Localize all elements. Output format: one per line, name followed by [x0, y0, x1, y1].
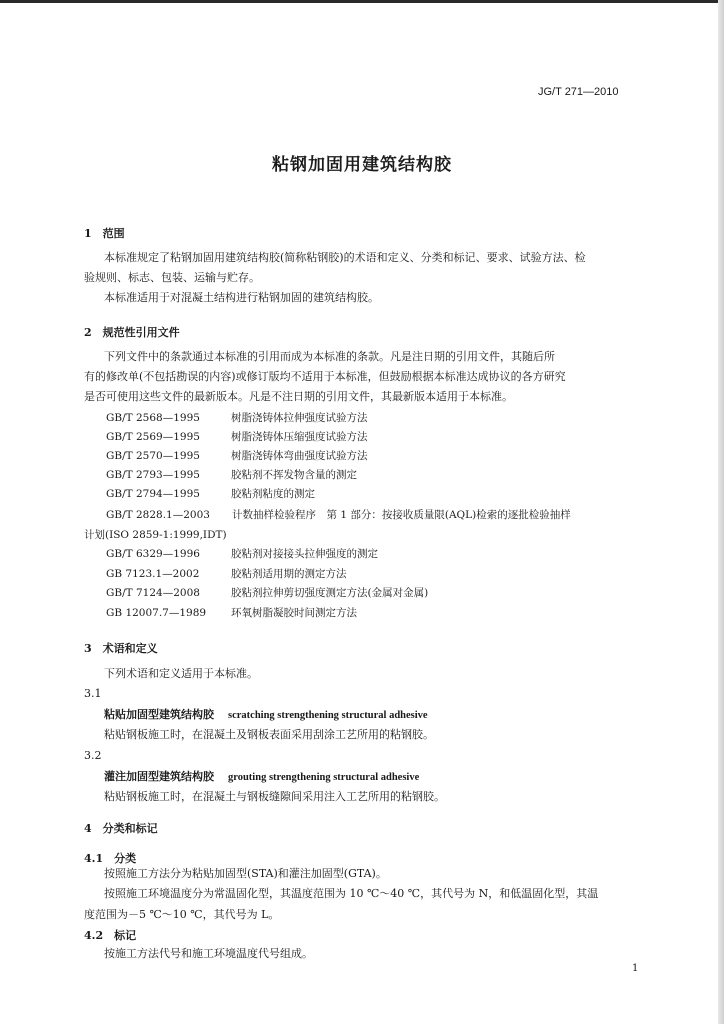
reference-code: GB/T 6329—1996	[106, 548, 200, 560]
section-3-intro: 下列术语和定义适用于本标准。	[104, 667, 258, 680]
section-1-para-2: 本标准适用于对混凝土结构进行粘钢加固的建筑结构胶。	[104, 291, 379, 304]
reference-item	[106, 585, 428, 600]
term-definition: 粘贴钢板施工时，在混凝土及钢板表面采用刮涂工艺所用的粘钢胶。	[104, 728, 434, 741]
reference-title: 树脂浇铸体拉伸强度试验方法	[231, 412, 368, 424]
reference-item	[106, 546, 378, 561]
page-number: 1	[632, 963, 639, 974]
term-english-name: grouting strengthening structural adhesive	[228, 772, 420, 783]
section-2-intro-a: 下列文件中的条款通过本标准的引用而成为本标准的条款。凡是注日期的引用文件，其随后所	[104, 350, 555, 363]
term-number: 3.2	[84, 749, 102, 762]
reference-code: GB/T 2568—1995	[106, 412, 200, 424]
subsection-4-2-para-1: 按施工方法代号和施工环境温度代号组成。	[104, 947, 313, 960]
term-chinese-name: 粘贴加固型建筑结构胶	[104, 708, 214, 721]
reference-code: GB/T 2828.1—2003	[106, 509, 210, 521]
reference-code: GB/T 7124—2008	[106, 587, 200, 599]
document-title: 粘钢加固用建筑结构胶	[272, 155, 452, 175]
reference-title: 胶粘剂对接接头拉伸强度的测定	[231, 548, 378, 560]
subsection-4-2-heading: 4.2 标记	[84, 929, 137, 942]
reference-code: GB/T 2570—1995	[106, 450, 200, 462]
reference-item	[106, 605, 357, 620]
scan-edge-top	[0, 0, 724, 3]
reference-title: 胶粘剂适用期的测定方法	[231, 568, 347, 580]
subsection-4-1-heading: 4.1 分类	[84, 852, 137, 865]
section-2-intro-c: 是否可使用这些文件的最新版本。凡是不注日期的引用文件，其最新版本适用于本标准。	[84, 390, 513, 403]
reference-title: 胶粘剂不挥发物含量的测定	[231, 469, 357, 481]
term-heading	[104, 767, 419, 787]
reference-item	[106, 429, 368, 444]
standard-code: JG/T 271—2010	[538, 86, 619, 98]
reference-code: GB/T 2793—1995	[106, 469, 200, 481]
term-heading	[104, 705, 428, 725]
term-definition: 粘贴钢板施工时，在混凝土与钢板缝隙间采用注入工艺所用的粘钢胶。	[104, 790, 445, 803]
section-1-heading: 1 范围	[84, 227, 125, 240]
reference-code: GB/T 2569—1995	[106, 431, 200, 443]
reference-title: 环氧树脂凝胶时间测定方法	[231, 607, 357, 619]
reference-title: 树脂浇铸体弯曲强度试验方法	[231, 450, 368, 462]
subsection-4-1-para-2b: 度范围为－5 ℃～10 ℃，其代号为 L。	[84, 908, 280, 921]
section-1-para-1a: 本标准规定了粘钢加固用建筑结构胶(简称粘钢胶)的术语和定义、分类和标记、要求、试验方法、检	[104, 251, 586, 264]
reference-item	[106, 448, 368, 463]
reference-item	[106, 566, 347, 581]
reference-item	[106, 486, 315, 501]
section-4-heading: 4 分类和标记	[84, 822, 158, 835]
reference-code: GB 7123.1—2002	[106, 568, 200, 580]
reference-code: GB 12007.7—1989	[106, 607, 207, 619]
reference-item	[106, 467, 357, 482]
reference-title: 计数抽样检验程序 第 1 部分：按接收质量限(AQL)检索的逐批检验抽样	[232, 509, 571, 521]
reference-code: GB/T 2794—1995	[106, 488, 200, 500]
reference-title: 树脂浇铸体压缩强度试验方法	[231, 431, 368, 443]
term-number: 3.1	[84, 687, 102, 700]
term-english-name: scratching strengthening structural adhesive	[228, 710, 428, 721]
reference-title: 胶粘剂粘度的测定	[231, 488, 315, 500]
reference-continuation: 计划(ISO 2859-1:1999,IDT)	[84, 529, 227, 541]
section-3-heading: 3 术语和定义	[84, 642, 158, 655]
section-2-intro-b: 有的修改单(不包括勘误的内容)或修订版均不适用于本标准，但鼓励根据本标准达成协议的各方研究	[84, 370, 566, 383]
subsection-4-1-para-1: 按照施工方法分为粘贴加固型(STA)和灌注加固型(GTA)。	[104, 867, 387, 880]
section-2-heading: 2 规范性引用文件	[84, 326, 180, 339]
reference-item	[106, 507, 571, 522]
reference-item	[106, 410, 368, 425]
subsection-4-1-para-2a: 按照施工环境温度分为常温固化型，其温度范围为 10 ℃～40 ℃，其代号为 N，和低温固化型，其温	[104, 887, 599, 900]
reference-title: 胶粘剂拉伸剪切强度测定方法(金属对金属)	[231, 587, 429, 599]
term-chinese-name: 灌注加固型建筑结构胶	[104, 770, 214, 783]
section-1-para-1b: 验规则、标志、包装、运输与贮存。	[84, 271, 260, 284]
